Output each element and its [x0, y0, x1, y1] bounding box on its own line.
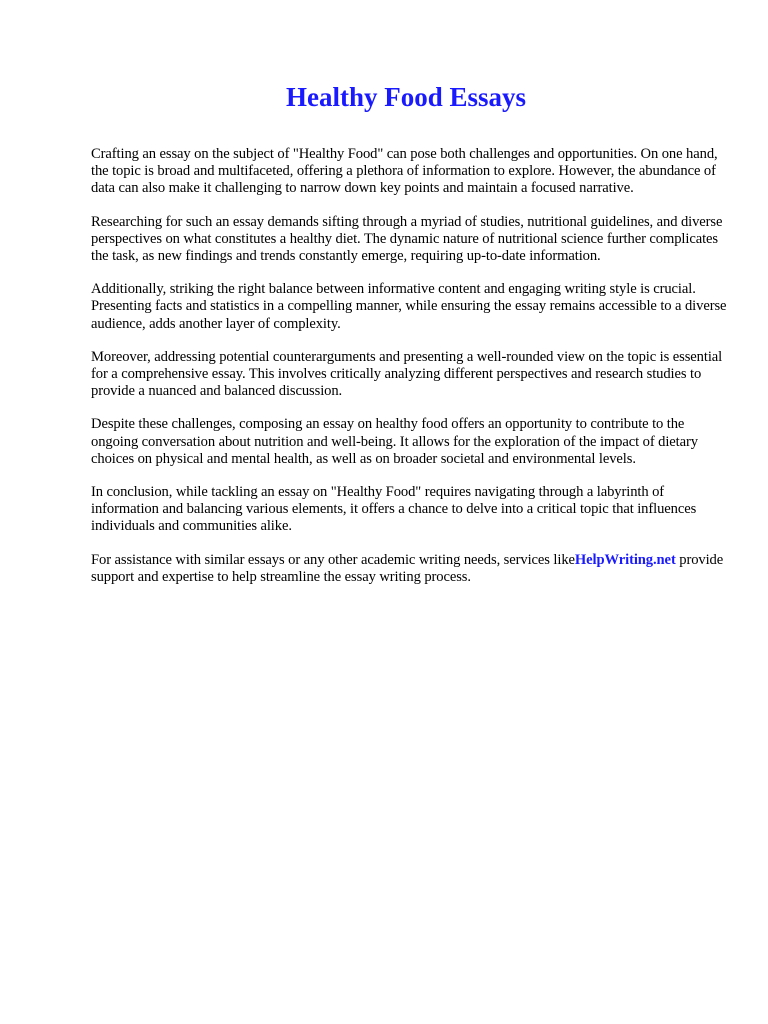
essay-body [91, 146, 731, 602]
paragraph-counterarguments: Moreover, addressing potential counterarguments and presenting a well-rounded view on the topic is essential for a comprehensive essay. This involves critically analyzing different perspectives and research studies to provide a nuanced and balanced discussion. [91, 348, 723, 400]
paragraph-research: Researching for such an essay demands sifting through a myriad of studies, nutritional guidelines, and diverse perspectives on what constitutes a healthy diet. The dynamic nature of nutritional science further complicates the task, as new findings and trends constantly emerge, requiring up-to-date information. [91, 213, 723, 265]
assistance-text-after: provide support and expertise to help streamline the essay writing process. [91, 551, 724, 585]
paragraph-opportunity: Despite these challenges, composing an essay on healthy food offers an opportunity to contribute to the ongoing conversation about nutrition and well-being. It allows for the exploration of the impact of dietary choices on physical and mental health, as well as on broader societal and environmental levels. [91, 416, 698, 467]
paragraph-intro: Crafting an essay on the subject of "Healthy Food" can pose both challenges and opportunities. On one hand, the topic is broad and multifaceted, offering a plethora of information to explore. However, the abundance of data can also make it challenging to narrow down key points and maintain a focused narrative. [91, 146, 718, 197]
paragraph-conclusion: In conclusion, while tackling an essay on "Healthy Food" requires navigating through a labyrinth of information and balancing various elements, it offers a chance to delve into a critical topic that influences individuals and communities alike. [91, 484, 697, 535]
paragraph-balance: Additionally, striking the right balance between informative content and engaging writing style is crucial. Presenting facts and statistics in a compelling manner, while ensuring the essay remains accessible to a diverse audience, adds another layer of complexity. [91, 281, 727, 332]
helpwriting-link[interactable]: HelpWriting.net [574, 551, 676, 568]
assistance-text-before: For assistance with similar essays or any other academic writing needs, services like [91, 551, 575, 568]
page-title: Healthy Food Essays [285, 82, 527, 112]
paragraph-assistance [91, 552, 731, 586]
